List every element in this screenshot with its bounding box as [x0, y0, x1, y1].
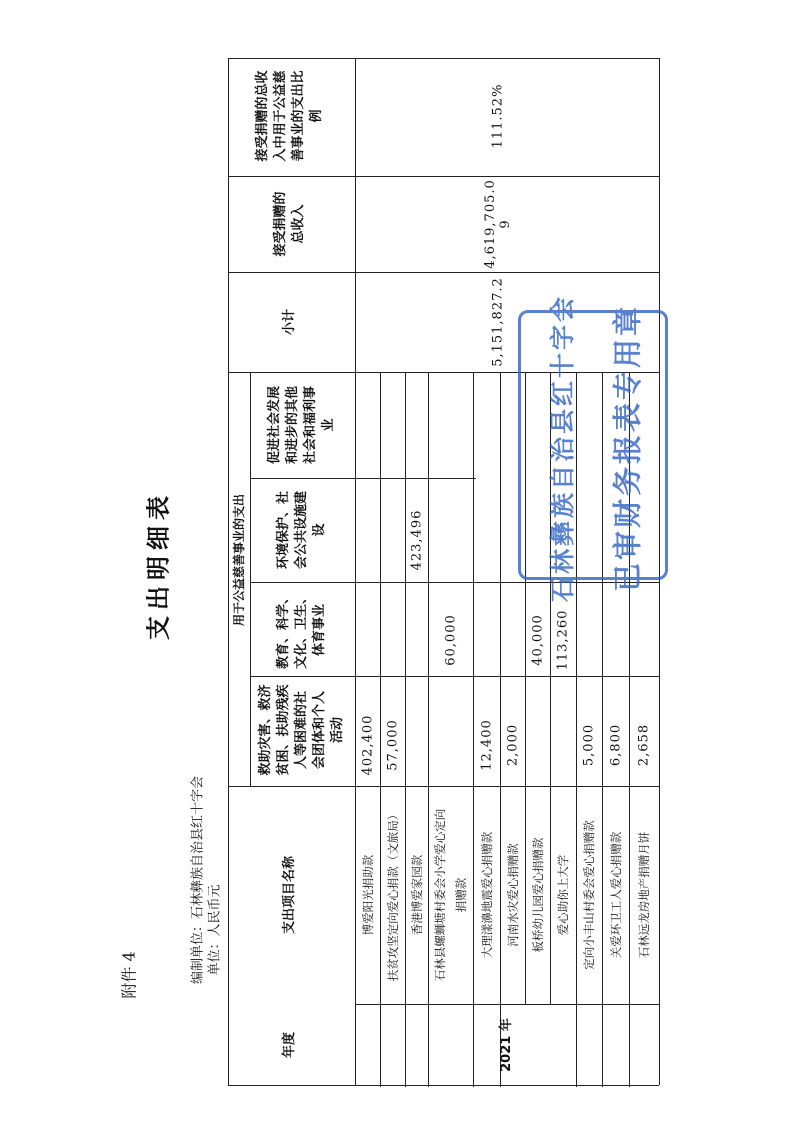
- relief-value: 2,658: [636, 723, 652, 767]
- header-environment: 环境保护、社 会公共设施建 设: [276, 490, 327, 570]
- relief-value: 2,000: [505, 723, 521, 767]
- header-relief: 救助灾害、救济 贫困、扶助残疾 人等困难的社 会团体和个人 活动: [258, 684, 345, 776]
- header-year: 年度: [282, 1031, 297, 1059]
- header-ratio: 接受捐赠的总收 入中用于公益慈 善事业的支出比 例: [255, 70, 324, 162]
- item-name: 定向小丰山村委会爱心捐赠款: [582, 820, 596, 970]
- relief-value: 57,000: [385, 719, 401, 771]
- total-income-value: 4,619,705.0 9: [483, 179, 513, 269]
- row-sep: [500, 372, 501, 1087]
- stamp-line-1: 石林彝族自治县红十字会: [548, 293, 577, 603]
- item-name: 河南水灾爱心捐赠款: [506, 843, 520, 947]
- relief-value: 5,000: [581, 723, 597, 767]
- education-value: 113,260: [555, 609, 571, 671]
- header-item-name: 支出项目名称: [282, 855, 297, 935]
- header-body-sep: [355, 58, 356, 1085]
- currency-unit: 单位：人民币元: [207, 884, 223, 976]
- table-border-top: [228, 58, 659, 59]
- audit-stamp: [518, 293, 668, 603]
- header-education: 教育、科学、 文化、卫生、 体育事业: [276, 590, 327, 670]
- environment-value: 423,496: [409, 509, 425, 571]
- header-subtotal: 小计: [282, 308, 297, 336]
- item-name: 爱心助你上大学: [556, 854, 570, 936]
- col-sep-item: [355, 1004, 659, 1005]
- header-other: 促进社会发展 和进步的其他 社会和福利事 业: [267, 385, 336, 465]
- header-charity-group: 用于公益慈善事业的支出: [232, 493, 246, 627]
- compiling-unit: 编制单位：石林彝族自治县红十字会: [190, 775, 206, 985]
- row-sep: [473, 372, 474, 1087]
- col-sep-environment: [250, 582, 659, 583]
- education-value: 40,000: [530, 614, 546, 666]
- group-header-sep: [250, 372, 251, 786]
- col-sep-education: [250, 676, 659, 677]
- item-name: 捐赠款: [454, 877, 468, 913]
- header-total-income: 接受捐赠的 总收入: [273, 191, 306, 257]
- relief-value: 12,400: [479, 719, 495, 771]
- table-border-left: [228, 58, 229, 1085]
- row-sep: [428, 372, 429, 1087]
- item-name: 石林远龙房地产捐赠月饼: [637, 831, 651, 959]
- col-sep-income: [228, 272, 659, 273]
- item-name: 扶贫攻坚定向爱心捐款（文旅局）: [386, 808, 400, 982]
- table-border-bottom: [228, 1085, 659, 1086]
- item-name: 关爱环卫工人爱心捐赠款: [609, 831, 623, 959]
- item-name: 大理漾濞地震爱心捐赠款: [480, 831, 494, 959]
- col-sep-ratio: [228, 176, 659, 177]
- row-sep: [380, 372, 381, 1087]
- page-title: 支出明细表: [143, 490, 173, 640]
- col-sep-other: [250, 478, 476, 479]
- row-sep: [405, 372, 406, 1087]
- attachment-label: 附件 4: [119, 951, 139, 999]
- ratio-value: 111.52%: [490, 83, 506, 149]
- relief-value: 402,400: [360, 714, 376, 776]
- stamp-line-2: 已审财务报表专用章: [610, 303, 645, 593]
- year-cell: 2021 年: [499, 1018, 514, 1072]
- item-name: 博爱阳光捐助款: [361, 854, 375, 936]
- col-sep-relief: [228, 786, 659, 787]
- education-value: 60,000: [443, 614, 459, 666]
- relief-value: 6,800: [608, 723, 624, 767]
- item-name: 香港博爱家园款: [410, 854, 424, 936]
- subtotal-value: 5,151,827.2: [490, 277, 506, 367]
- item-name: 石林县螺蛳塘村委会小学爱心定向: [433, 808, 447, 982]
- item-name: 板桥幼儿园爱心捐赠款: [531, 837, 545, 953]
